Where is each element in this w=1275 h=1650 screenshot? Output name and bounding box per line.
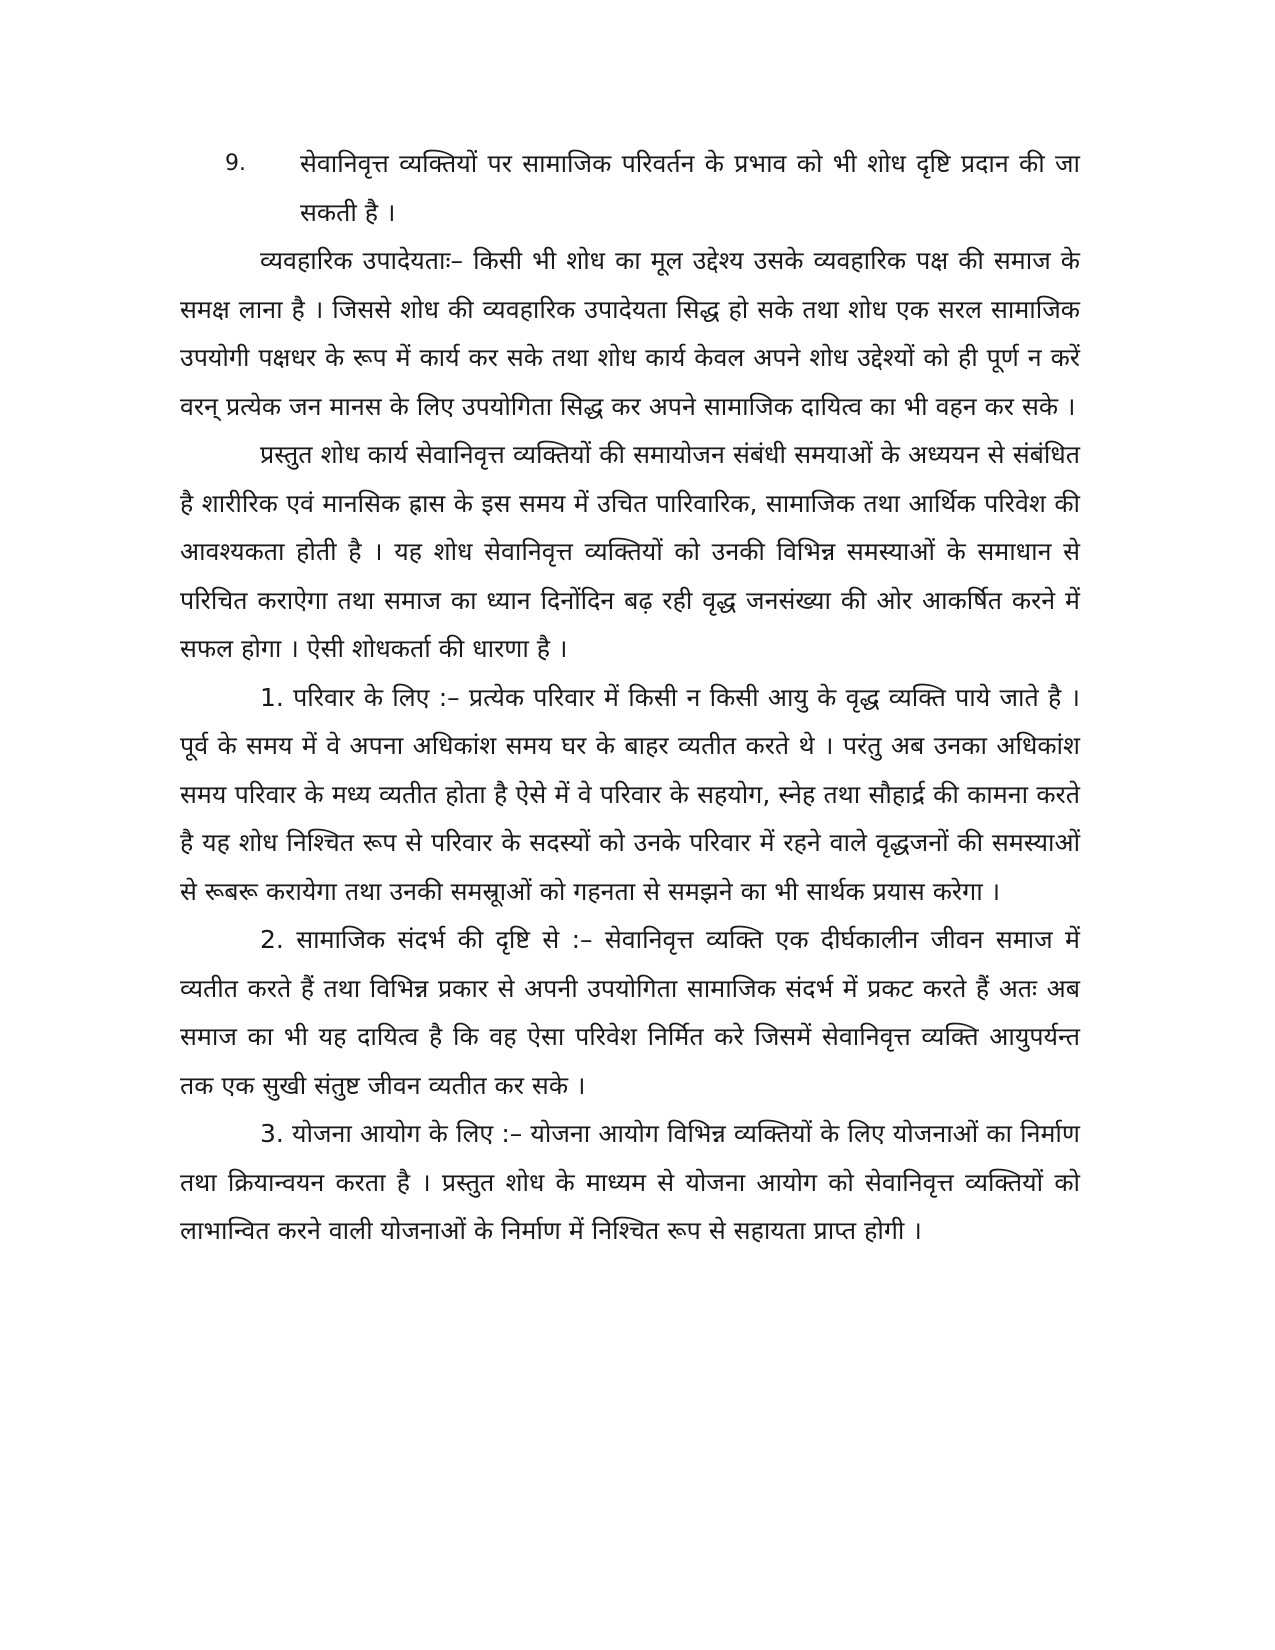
item-text: सेवानिवृत्त व्यक्तियों पर सामाजिक परिवर्तन के प्रभाव को भी शोध दृष्टि प्रदान की जा सकती है । xyxy=(300,149,1080,227)
paragraph-social-context: 2. सामाजिक संदर्भ की दृष्टि से :– सेवानिवृत्त व्यक्ति एक दीर्घकालीन जीवन समाज में व्यतीत करते हैं तथा विभिन्न प्रकार से अपनी उपयोगिता सामाजिक संदर्भ में प्रकट करते हैं अतः अब समाज का भी यह दायित्व है कि वह ऐसा परिवेश निर्मित करे जिसमें सेवानिवृत्त व्यक्ति आयुपर्यन्त तक एक सुखी संतुष्ट जीवन व्यतीत कर सके । xyxy=(180,925,1080,1100)
paragraph-practical-utility: व्यवहारिक उपादेयताः– किसी भी शोध का मूल उद्देश्य उसके व्यवहारिक पक्ष की समाज के समक्ष लाना है । जिससे शोध की व्यवहारिक उपादेयता सिद्ध हो सके तथा शोध एक सरल सामाजिक उपयोगी पक्षधर के रूप में कार्य कर सके तथा शोध कार्य केवल अपने शोध उद्देश्यों को ही पूर्ण न करें वरन् प्रत्येक जन मानस के लिए उपयोगिता सिद्ध कर अपने सामाजिक दायित्व का भी वहन कर सके । xyxy=(180,246,1080,421)
body-text xyxy=(180,140,1080,1256)
paragraph-planning-commission: 3. योजना आयोग के लिए :– योजना आयोग विभिन्न व्यक्तियों के लिए योजनाओं का निर्माण तथा क्रियान्वयन करता है । प्रस्तुत शोध के माध्यम से योजना आयोग को सेवानिवृत्त व्यक्तियों को लाभान्वित करने वाली योजनाओं के निर्माण में निश्चित रूप से सहायता प्राप्त होगी । xyxy=(180,1119,1080,1245)
item-number: 9. xyxy=(225,151,246,176)
numbered-item-9 xyxy=(225,140,1080,237)
paragraph-research-context: प्रस्तुत शोध कार्य सेवानिवृत्त व्यक्तियों की समायोजन संबंधी समयाओं के अध्ययन से संबंधित है शारीरिक एवं मानसिक ह्रास के इस समय में उचित पारिवारिक, सामाजिक तथा आर्थिक परिवेश की आवश्यकता होती है । यह शोध सेवानिवृत्त व्यक्तियों को उनकी विभिन्न समस्याओं के समाधान से परिचित कराऐगा तथा समाज का ध्यान दिनोंदिन बढ़ रही वृद्ध जनसंख्या की ओर आकर्षित करने में सफल होगा । ऐसी शोधकर्ता की धारणा है । xyxy=(180,440,1080,663)
paragraph-for-family: 1. परिवार के लिए :– प्रत्येक परिवार में किसी न किसी आयु के वृद्ध व्यक्ति पाये जाते है । पूर्व के समय में वे अपना अधिकांश समय घर के बाहर व्यतीत करते थे । परंतु अब उनका अधिकांश समय परिवार के मध्य व्यतीत होता है ऐसे में वे परिवार के सहयोग, स्नेह तथा सौहार्द्र की कामना करते है यह शोध निश्चित रूप से परिवार के सदस्यों को उनके परिवार में रहने वाले वृद्धजनों की समस्याओं से रूबरू करायेगा तथा उनकी समस्रूाओं को गहनता से समझने का भी सार्थक प्रयास करेगा । xyxy=(180,682,1080,906)
